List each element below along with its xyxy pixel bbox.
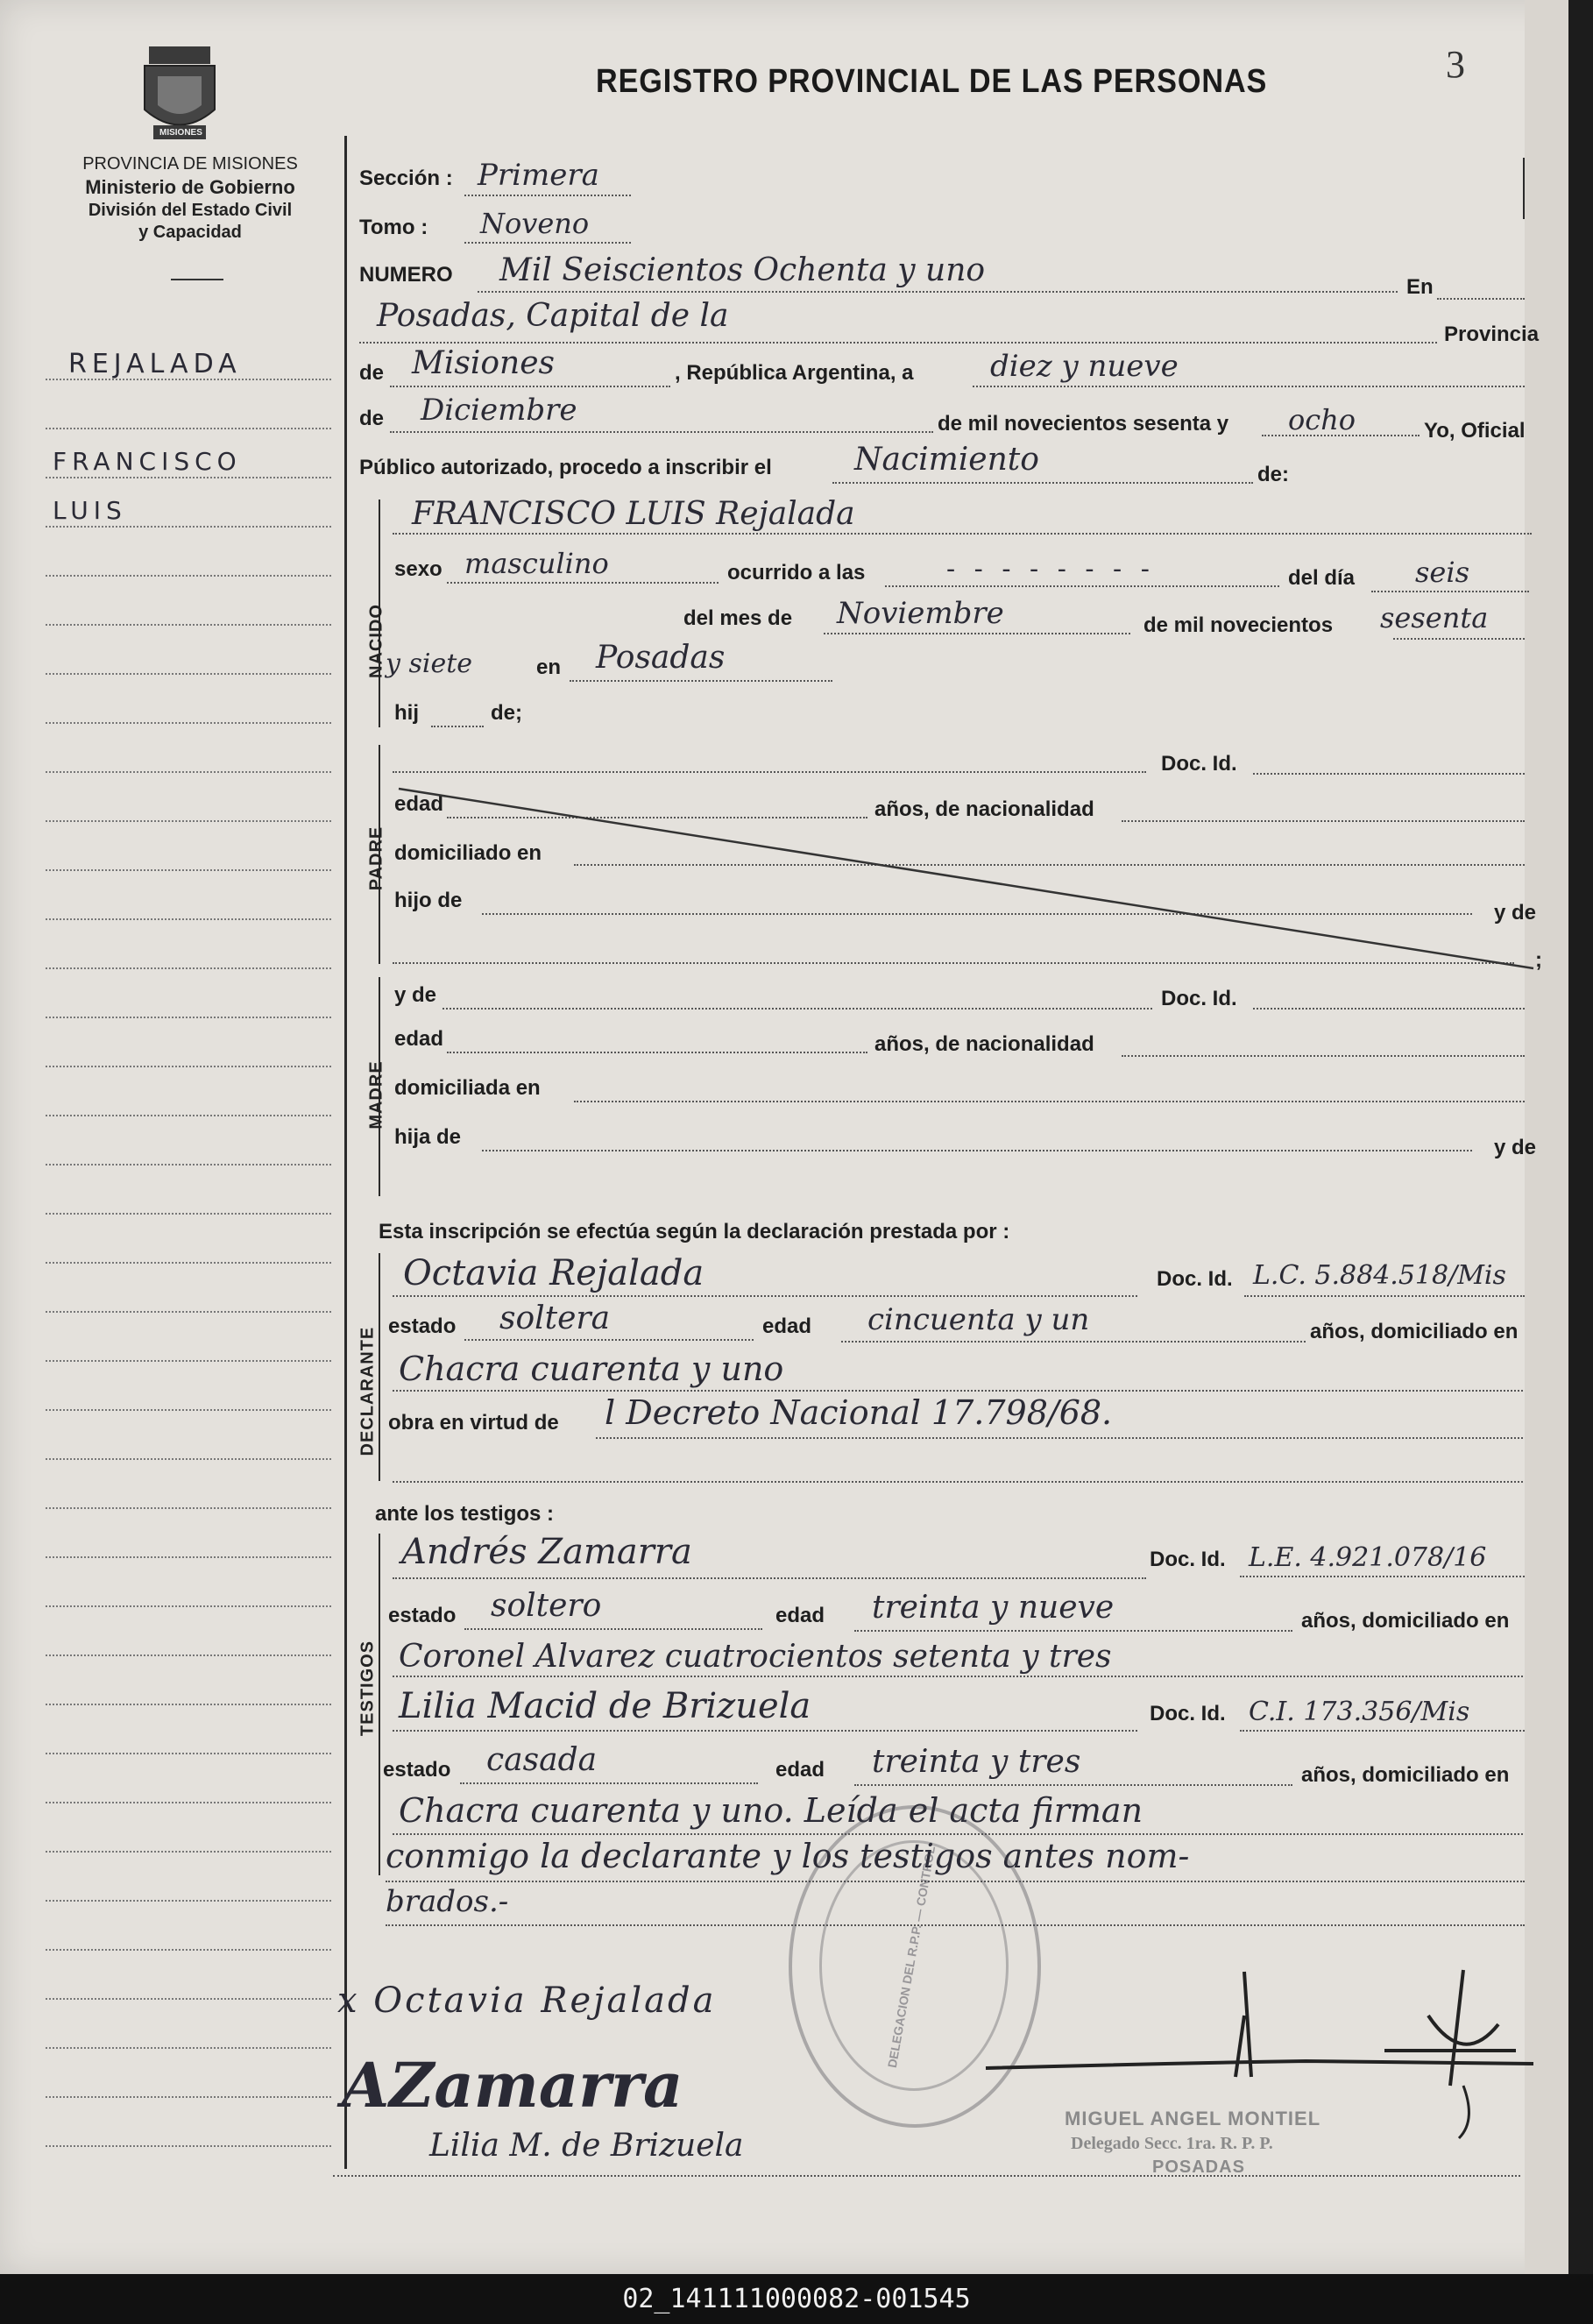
declarante-estado-value: soltera — [499, 1300, 611, 1336]
declarante-label: DECLARANTE — [358, 1326, 378, 1456]
dia-value: diez y nueve — [990, 349, 1179, 384]
declarante-doc-label: Doc. Id. — [1157, 1267, 1233, 1291]
de-label-2: de — [359, 407, 385, 430]
en-label: En — [1406, 275, 1434, 299]
mes-value: Diciembre — [421, 393, 577, 428]
testigo2-estado-value: casada — [486, 1742, 598, 1778]
oficial-lugar: POSADAS — [1152, 2157, 1245, 2177]
margin-ruling-line — [46, 2047, 331, 2049]
tomo-value: Noveno — [480, 207, 590, 240]
testigo2-estado-label: estado — [383, 1758, 451, 1782]
seal-label: MISIONES — [159, 128, 202, 138]
numero-label: NUMERO — [359, 263, 453, 287]
testigo1-doc-value: L.E. 4.921.078/16 — [1249, 1542, 1487, 1573]
margin-rule — [344, 136, 347, 2169]
margin-ruling-line — [46, 526, 331, 528]
issuing-office — [46, 153, 335, 244]
declarante-estado-label: estado — [388, 1314, 457, 1338]
margin-ruling-line — [46, 1900, 331, 1902]
testigo2-edad-label: edad — [775, 1758, 825, 1782]
oficial-cargo: Delegado Secc. 1ra. R. P. P. — [1071, 2134, 1273, 2153]
lugar-value: Posadas, Capital de la — [377, 298, 729, 334]
margin-ruling-line — [46, 624, 331, 626]
nacido-nombre: FRANCISCO LUIS Rejalada — [412, 496, 855, 532]
madre-y-de-label: y de — [394, 983, 437, 1007]
testigo2-domicilio-value: Chacra cuarenta y uno. Leída el acta firman — [399, 1791, 1143, 1830]
margin-surname: REJALADA — [68, 349, 242, 379]
nacido-anio-1: sesenta — [1380, 601, 1489, 634]
testigos-label: TESTIGOS — [358, 1640, 378, 1737]
closing-line-2: brados.- — [386, 1884, 509, 1919]
padre-nacionalidad-label: años, de nacionalidad — [874, 797, 1094, 821]
madre-domicilio-label: domiciliada en — [394, 1076, 541, 1100]
declarante-intro: Esta inscripción se efectúa según la declaración prestada por : — [379, 1220, 1010, 1243]
madre-edad-label: edad — [394, 1027, 444, 1051]
margin-ruling-line — [46, 673, 331, 675]
de-label: de — [359, 361, 385, 385]
bottom-rule — [333, 2175, 1520, 2177]
testigo1-edad-label: edad — [775, 1604, 825, 1627]
document-title: REGISTRO PROVINCIAL DE LAS PERSONAS — [596, 63, 1268, 100]
declarante-signature: x Octavia Rejalada — [337, 1980, 717, 2021]
margin-ruling-line — [46, 1360, 331, 1362]
mes-label: del mes de — [683, 606, 793, 630]
nacido-lugar: Posadas — [596, 640, 726, 676]
stamp-text: DELEGACION DEL R.P.P. — CONTROL — [884, 1845, 938, 2069]
testigo2-nombre: Lilia Macid de Brizuela — [399, 1686, 811, 1726]
testigo1-doc-label: Doc. Id. — [1150, 1548, 1226, 1571]
anio-value: ocho — [1288, 403, 1356, 436]
sexo-value: masculino — [464, 547, 609, 580]
testigo2-edad-value: treinta y tres — [872, 1744, 1081, 1780]
margin-ruling-line — [46, 1115, 331, 1116]
margin-ruling-line — [46, 1556, 331, 1558]
padre-doc-label: Doc. Id. — [1161, 752, 1237, 776]
padre-label: PADRE — [366, 825, 386, 891]
testigos-rule — [379, 1534, 380, 1875]
tomo-label: Tomo : — [359, 216, 428, 239]
nacido-dia: seis — [1415, 556, 1470, 589]
sexo-label: sexo — [394, 557, 442, 581]
nacido-anio-2: y siete — [386, 648, 473, 679]
margin-given-name-1: FRANCISCO — [53, 447, 242, 476]
margin-ruling-line — [46, 1311, 331, 1313]
page-number: 3 — [1446, 43, 1465, 86]
testigos-intro: ante los testigos : — [375, 1502, 555, 1526]
declarante-doc-value: L.C. 5.884.518/Mis — [1253, 1260, 1506, 1291]
margin-ruling-line — [46, 1949, 331, 1951]
margin-ruling-line — [46, 918, 331, 920]
hij-label: hij — [394, 701, 419, 725]
oficial-name: MIGUEL ANGEL MONTIEL — [1065, 2108, 1321, 2129]
testigo1-signature: AZamarra — [342, 2049, 683, 2122]
margin-ruling-line — [46, 1605, 331, 1607]
madre-y-de: y de — [1494, 1136, 1537, 1159]
provincia-label: Provincia — [1444, 322, 1540, 346]
margin-ruling-line — [46, 1262, 331, 1264]
closing-line-1: conmigo la declarante y los testigos antes nom- — [386, 1837, 1190, 1875]
declarante-domicilio-value: Chacra cuarenta y uno — [399, 1350, 784, 1388]
declarante-rule — [379, 1253, 380, 1481]
margin-ruling-line — [46, 869, 331, 871]
de-colon: de: — [1257, 463, 1289, 486]
office-line-3: División del Estado Civil — [88, 200, 293, 220]
madre-nacionalidad-label: años, de nacionalidad — [874, 1032, 1094, 1056]
seccion-label: Sección : — [359, 167, 453, 190]
madre-doc-label: Doc. Id. — [1161, 987, 1237, 1010]
testigo2-domicilio-label: años, domiciliado en — [1301, 1763, 1510, 1787]
nacido-en-label: en — [536, 655, 562, 679]
republica-label: , República Argentina, a — [675, 361, 914, 385]
testigo1-nombre: Andrés Zamarra — [401, 1532, 692, 1572]
provincia-value: Misiones — [412, 345, 556, 381]
margin-ruling-line — [46, 722, 331, 724]
margin-ruling-line — [46, 1851, 331, 1853]
margin-ruling-line — [46, 2145, 331, 2147]
declarante-edad-value: cincuenta y un — [867, 1302, 1090, 1337]
declarante-domicilio-label: años, domiciliado en — [1310, 1320, 1519, 1343]
seccion-value: Primera — [478, 158, 599, 193]
padre-strike-line — [386, 780, 1551, 973]
declarante-obra-label: obra en virtud de — [388, 1411, 559, 1435]
testigo1-estado-value: soltero — [491, 1588, 602, 1624]
declarante-obra-value: l Decreto Nacional 17.798/68. — [605, 1393, 1113, 1432]
file-id-caption: 02_141111000082-001545 — [0, 2274, 1593, 2324]
ocurrido-label: ocurrido a las — [727, 561, 866, 585]
testigo2-signature: Lilia M. de Brizuela — [429, 2128, 744, 2164]
mil-label: de mil novecientos — [1143, 613, 1334, 637]
margin-ruling-line — [46, 2096, 331, 2098]
testigo1-domicilio-value: Coronel Alvarez cuatrocientos setenta y tres — [399, 1639, 1112, 1675]
margin-ruling-line — [46, 575, 331, 577]
padre-y-de: y de — [1494, 901, 1537, 925]
office-line-4: y Capacidad — [138, 222, 242, 242]
margin-ruling-line — [46, 1164, 331, 1166]
margin-given-name-2: LUIS — [53, 496, 127, 525]
margin-ruling-line — [46, 820, 331, 822]
right-rule — [1523, 158, 1525, 219]
del-dia-label: del día — [1288, 566, 1356, 590]
testigo1-estado-label: estado — [388, 1604, 457, 1627]
declarante-nombre: Octavia Rejalada — [403, 1253, 704, 1293]
margin-ruling-line — [46, 1213, 331, 1215]
declarante-edad-label: edad — [762, 1314, 812, 1338]
oficial-label: Yo, Oficial — [1424, 419, 1526, 443]
numero-value: Mil Seiscientos Ochenta y uno — [499, 252, 986, 288]
margin-ruling-line — [46, 1066, 331, 1067]
testigo1-edad-value: treinta y nueve — [872, 1590, 1115, 1626]
nacido-label: NACIDO — [366, 604, 386, 678]
office-line-1: PROVINCIA DE MISIONES — [82, 154, 298, 174]
hij-de-label: de; — [491, 701, 522, 725]
margin-ruling-line — [46, 1998, 331, 2000]
testigo1-domicilio-label: años, domiciliado en — [1301, 1609, 1510, 1633]
margin-ruling-line — [46, 967, 331, 969]
hora-value: - - - - - - - - — [946, 554, 1155, 585]
margin-ruling-line — [46, 428, 331, 429]
padre-hijo-label: hijo de — [394, 889, 463, 912]
margin-ruling-line — [46, 1753, 331, 1754]
margin-ruling-line — [46, 1017, 331, 1018]
anio-label: de mil novecientos sesenta y — [938, 412, 1229, 436]
margin-ruling-line — [46, 771, 331, 773]
margin-ruling-line — [46, 1802, 331, 1803]
testigo2-doc-label: Doc. Id. — [1150, 1702, 1226, 1725]
margin-ruling-line — [46, 477, 331, 478]
margin-ruling-line — [46, 1704, 331, 1705]
padre-edad-label: edad — [394, 792, 444, 816]
acto-value: Nacimiento — [854, 442, 1039, 478]
testigo2-doc-value: C.I. 173.356/Mis — [1249, 1697, 1470, 1727]
margin-ruling-line — [46, 1409, 331, 1411]
madre-label: MADRE — [366, 1060, 386, 1130]
padre-semicolon: ; — [1535, 948, 1542, 972]
margin-ruling-line — [46, 1458, 331, 1460]
nacido-mes: Noviembre — [837, 596, 1004, 631]
margin-ruling-line — [46, 1654, 331, 1656]
padre-domicilio-label: domiciliado en — [394, 841, 542, 865]
publico-label: Público autorizado, procedo a inscribir el — [359, 456, 772, 479]
office-divider — [171, 279, 223, 280]
office-line-2: Ministerio de Gobierno — [85, 176, 295, 198]
margin-ruling-line — [46, 1507, 331, 1509]
madre-hija-label: hija de — [394, 1125, 462, 1149]
